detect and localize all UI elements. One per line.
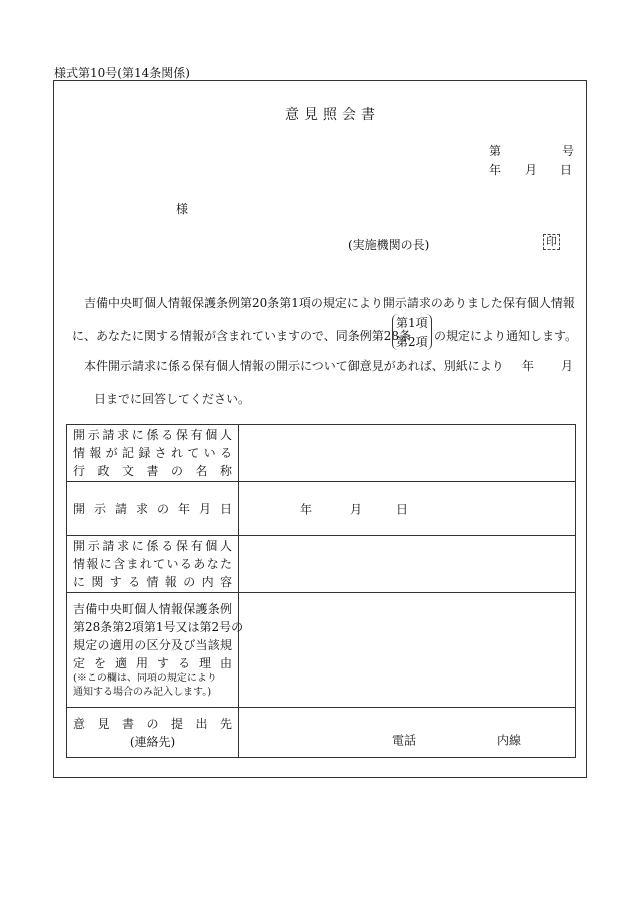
request-date-value[interactable] (239, 482, 576, 536)
sender-title: (実施機関の長) (348, 238, 430, 252)
document-name-label: 開示請求に係る保有個人 情報が記録されている 行政文書の名称 (67, 425, 239, 482)
table-row-submission-destination (67, 708, 576, 758)
reply-deadline-year: 年 (522, 359, 535, 373)
table-row-document-name (67, 425, 576, 482)
clause-option-1: 第1項 (396, 316, 428, 330)
addressee-honorific: 様 (176, 202, 189, 216)
document-number-suffix: 号 (562, 144, 575, 158)
request-date-month: 月 (350, 502, 363, 516)
extension-label: 内線 (497, 733, 522, 748)
information-content-label: 開示請求に係る保有個人 情報に含まれているあなた に関する情報の内容 (67, 536, 239, 593)
submission-destination-label: 意見書の提出先 (連絡先) (67, 708, 239, 758)
request-date-label: 開示請求の年月日 (67, 482, 239, 536)
phone-label: 電話 (392, 733, 417, 748)
table-row-information-content (67, 536, 576, 593)
seal-mark: 印 (543, 234, 560, 250)
table-row-application-reason (67, 593, 576, 708)
date-month-label: 月 (525, 163, 538, 177)
info-table (66, 424, 576, 758)
request-date-year: 年 (300, 502, 313, 516)
body-paragraph-2-line-1: 本件開示請求に係る保有個人情報の開示について御意見があれば、別紙により (84, 359, 504, 373)
document-title: 意見照会書 (285, 107, 380, 123)
date-day-label: 日 (560, 163, 573, 177)
body-paragraph-1-line-1: 吉備中央町個人情報保護条例第20条第1項の規定により開示請求のありました保有個人情報 (84, 296, 575, 310)
body-paragraph-1-line-2: に、あなたに関する情報が含まれていますので、同条例第28条 (72, 329, 412, 343)
reply-deadline-month: 月 (561, 359, 574, 373)
table-row-request-date (67, 482, 576, 536)
body-paragraph-2-line-2: 日までに回答してください。 (94, 392, 251, 406)
document-name-value[interactable] (239, 425, 576, 482)
body-paragraph-1-line-2-end: の規定により通知します。 (434, 329, 578, 343)
date-year-label: 年 (489, 163, 502, 177)
submission-destination-value[interactable] (239, 708, 576, 758)
application-reason-value[interactable] (239, 593, 576, 708)
request-date-day: 日 (396, 502, 409, 516)
application-reason-label: 吉備中央町個人情報保護条例 第28条第2項第1号又は第2号の 規定の適用の区分及び当該規 定を適用する理由 (※この欄は、同項の規定により 通知する場合のみ記入します。) (67, 593, 239, 708)
information-content-value[interactable] (239, 536, 576, 593)
form-reference: 様式第10号(第14条関係) (54, 66, 190, 80)
document-number-prefix: 第 (489, 144, 502, 158)
clause-option-2: 第2項 (396, 335, 428, 349)
